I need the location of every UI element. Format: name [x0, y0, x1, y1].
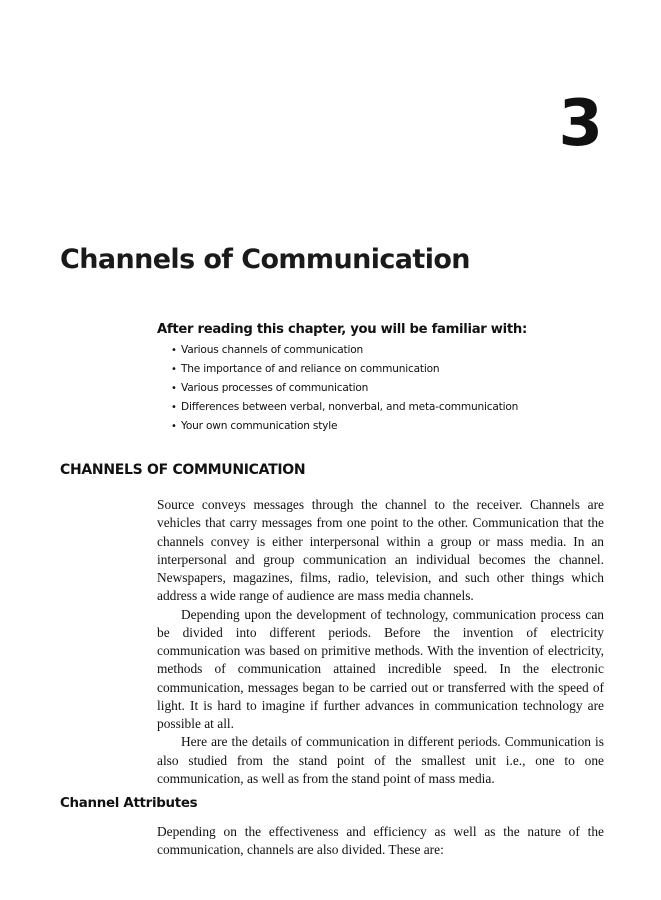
body-paragraph: Depending upon the development of technology, communication process can be divided into different periods. Before the invention of electricity communication was based on primitive methods. With the invention of electricity, methods of communication attained incredible speed. In the electronic communication, messages began to be carried out or transferred with the speed of light. It is hard to imagine if further advances in communication technology are possible at all.: [157, 606, 604, 731]
bullet-icon: •: [171, 345, 177, 356]
body-paragraph: Source conveys messages through the channel to the receiver. Channels are vehicles that carry messages from one point to the other. Communication that the channels convey is either interpersonal within a group or mass media. In an interpersonal and group communication an individual becomes the channel. Newspapers, magazines, films, radio, television, and such other things which address a wide range of audience are mass media channels.: [157, 497, 604, 604]
objective-item: [171, 360, 607, 379]
objective-item: [171, 398, 607, 417]
objective-text: Various channels of communication: [181, 344, 364, 356]
chapter-number: 3: [558, 87, 603, 161]
objective-text: The importance of and reliance on communication: [181, 363, 440, 375]
bullet-icon: •: [171, 421, 177, 432]
objective-item: [171, 341, 607, 360]
objective-text: Differences between verbal, nonverbal, and meta-communication: [181, 401, 519, 413]
objective-text: Your own communication style: [181, 420, 338, 432]
section-body: [157, 496, 604, 788]
subsection-body: [157, 823, 604, 860]
section-heading: CHANNELS OF COMMUNICATION: [60, 462, 306, 478]
learning-objectives: [157, 322, 607, 436]
subsection-heading: Channel Attributes: [60, 796, 198, 811]
body-paragraph: Here are the details of communication in different periods. Communication is also studied from the stand point of the smallest unit i.e., one to one communication, as well as from the stand point of mass media.: [157, 734, 604, 786]
bullet-icon: •: [171, 402, 177, 413]
objective-item: [171, 417, 607, 436]
chapter-title: Channels of Communication: [60, 244, 470, 275]
objectives-heading: After reading this chapter, you will be familiar with:: [157, 322, 527, 337]
objective-text: Various processes of communication: [181, 382, 369, 394]
body-paragraph: Depending on the effectiveness and efficiency as well as the nature of the communication, channels are also divided. These are:: [157, 824, 604, 858]
bullet-icon: •: [171, 383, 177, 394]
bullet-icon: •: [171, 364, 177, 375]
objective-item: [171, 379, 607, 398]
objectives-list: [157, 341, 607, 436]
